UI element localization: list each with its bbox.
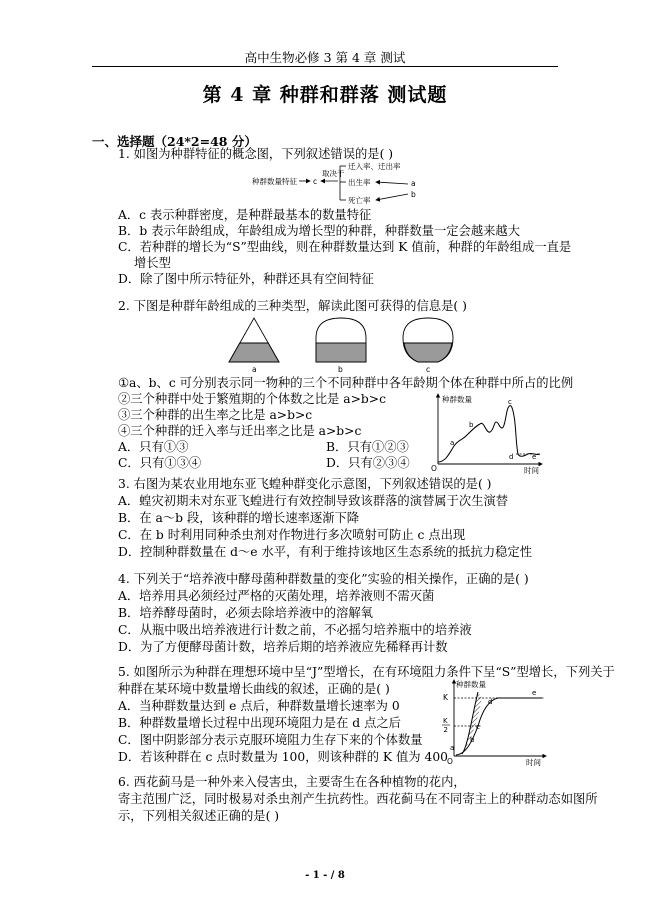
q5-point-a: a [450, 744, 455, 752]
q6-stem-1: 6. 西花蓟马是一种外来入侵害虫，主要寄生在各种植物的花内， [118, 775, 466, 789]
q5-origin: O [447, 757, 453, 766]
q5-growth-graph [438, 676, 550, 766]
q5-xlabel: 时间 [526, 758, 541, 766]
page-header: 高中生物必修 3 第 4 章 测试 [244, 50, 406, 65]
q5-option-b: B．种群数量增长过程中出现环境阻力是在 d 点之后 [118, 716, 401, 730]
q5-point-e: e [532, 689, 537, 697]
q4-option-b: B．培养酵母菌时，必须去除培养液中的溶解氧 [118, 606, 373, 620]
q3-point-c: c [508, 398, 512, 406]
q1-diagram-b: b [411, 190, 416, 199]
q1-diagram-mid: 出生率 [348, 178, 371, 187]
q3-xlabel: 时间 [524, 466, 539, 474]
q1-diagram-a: a [411, 179, 416, 188]
q2-stem: 2. 下图是种群年龄组成的三种类型，解读此图可获得的信息是( ) [118, 299, 467, 313]
q6-stem-3: 示，下列相关叙述正确的是( ) [118, 809, 280, 823]
q1-stem: 1. 如图为种群特征的概念图，下列叙述错误的是( ) [118, 147, 394, 161]
q5-stem-1: 5. 如图所示为种群在理想环境中呈“J”型增长，在有环境阻力条件下呈“S”型增长，下列关于 [118, 665, 615, 679]
q2-age-pyramids [224, 316, 464, 374]
q5-k-label: K [443, 693, 448, 702]
q2-option-a: A．只有①③ [118, 440, 189, 454]
q5-option-d: D．若该种群在 c 点时数量为 100，则该种群的 K 值为 400 [118, 750, 448, 764]
q3-population-graph [428, 390, 546, 474]
q1-option-a: A．c 表示种群密度，是种群最基本的数量特征 [118, 208, 372, 222]
q4-stem: 4. 下列关于“培养液中酵母菌种群数量的变化”实验的相关操作，正确的是( ) [118, 572, 529, 586]
q1-diagram-left-label: 种群数量特征 [252, 177, 297, 186]
page-number: - 1 - / 8 [305, 870, 345, 881]
q3-option-d: D．控制种群数量在 d～e 水平，有利于维持该地区生态系统的抵抗力稳定性 [118, 545, 533, 559]
q5-option-c: C．图中阴影部分表示克服环境阻力生存下来的个体数量 [118, 733, 423, 747]
q3-option-a: A．蝗灾初期未对东亚飞蝗进行有效控制导致该群落的演替属于次生演替 [118, 494, 509, 508]
q2-option-c: C．只有①③④ [118, 456, 202, 470]
q1-diagram-decides: 取决于 [322, 169, 345, 178]
q5-s-curve [456, 698, 542, 755]
q5-point-c: c [476, 723, 480, 731]
q1-option-c-cont: 增长型 [134, 256, 171, 270]
q5-ylabel: 种群数量 [456, 680, 486, 689]
q3-curve [438, 406, 540, 462]
q3-point-b: b [469, 421, 474, 429]
header-rule [92, 66, 558, 67]
doc-title: 第 4 章 种群和群落 测试题 [202, 84, 448, 106]
q2-statement-3: ③三个种群的出生率之比是 a>b>c [118, 408, 313, 422]
q3-point-d: d [509, 453, 514, 461]
pyramid-label-a: a [252, 365, 257, 374]
q1-diagram-c: c [313, 177, 318, 186]
q3-ylabel: 种群数量 [442, 395, 472, 404]
q5-point-d: d [488, 698, 493, 706]
q1-arrow-b [376, 194, 408, 200]
q2-statement-2: ②三个种群中处于繁殖期的个体数之比是 a>b>c [118, 392, 386, 406]
q2-statement-4: ④三个种群的迁入率与迁出率之比是 a>b>c [118, 424, 362, 438]
q1-diagram-top: 迁入率、迁出率 [348, 162, 401, 171]
pyramid-b [316, 318, 366, 362]
q5-stem-2: 种群在某环境中数量增长曲线的叙述，正确的是( ) [118, 682, 390, 696]
q4-option-d: D．为了方便酵母菌计数，培养后期的培养液应先稀释再计数 [118, 640, 448, 654]
pyramid-c [403, 318, 453, 362]
q5-option-a: A．当种群数量达到 e 点后，种群数量增长速率为 0 [118, 699, 400, 713]
pyramid-a [229, 318, 279, 362]
q5-khalf-den: 2 [443, 726, 448, 734]
pyramid-label-b: b [338, 365, 343, 374]
q1-arrow-a [376, 182, 408, 184]
q1-concept-diagram [250, 160, 430, 206]
q2-option-d: D．只有②③④ [326, 456, 410, 470]
q3-point-e: e [532, 453, 537, 461]
q1-option-c: C．若种群的增长为“S”型曲线，则在种群数量达到 K 值前，种群的年龄组成一直是 [118, 240, 572, 254]
q5-khalf-num: K [443, 717, 448, 725]
q1-option-d: D．除了图中所示特征外，种群还具有空间特征 [118, 272, 374, 286]
q1-diagram-bot: 死亡率 [348, 196, 371, 205]
section-heading: 一、选择题（24*2=48 分） [92, 134, 257, 149]
q3-option-b: B．在 a～b 段，该种群的增长速率逐渐下降 [118, 511, 360, 525]
q3-point-a: a [450, 439, 455, 447]
q3-option-c: C．在 b 时利用同种杀虫剂对作物进行多次喷射可防止 c 点出现 [118, 528, 466, 542]
q4-option-a: A．培养用具必须经过严格的灭菌处理，培养液则不需灭菌 [118, 589, 435, 603]
q2-option-b: B．只有①②③ [326, 440, 409, 454]
pyramid-label-c: c [426, 365, 431, 374]
q1-option-b: B．b 表示年龄组成，年龄组成为增长型的种群，种群数量一定会越来越大 [118, 224, 521, 238]
q5-point-b: b [470, 736, 475, 744]
q2-statement-1: ①a、b、c 可分别表示同一物种的三个不同种群中各年龄期个体在种群中所占的比例 [118, 376, 574, 390]
q6-stem-2: 寄主范围广泛，同时极易对杀虫剂产生抗药性。西花蓟马在不同寄主上的种群动态如图所 [118, 792, 598, 806]
q4-option-c: C．从瓶中吸出培养液进行计数之前，不必摇匀培养瓶中的培养液 [118, 623, 472, 637]
q3-origin: O [431, 464, 437, 473]
q3-stem: 3. 右图为某农业用地东亚飞蝗种群变化示意图，下列叙述错误的是( ) [118, 477, 492, 491]
